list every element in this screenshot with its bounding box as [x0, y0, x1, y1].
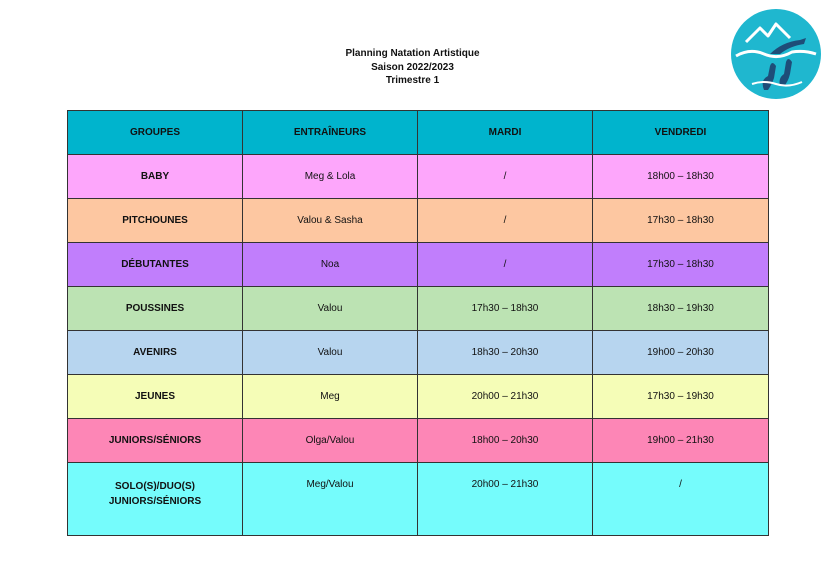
- table-header-row: [68, 111, 769, 155]
- tuesday-cell: 20h00 – 21h30: [418, 463, 593, 536]
- tuesday-cell: 20h00 – 21h30: [418, 375, 593, 419]
- table-row: [68, 419, 769, 463]
- table-row: [68, 331, 769, 375]
- coaches-cell: Meg/Valou: [243, 463, 418, 536]
- friday-cell: /: [593, 463, 769, 536]
- group-cell: [68, 155, 243, 199]
- header-coaches: ENTRAÎNEURS: [243, 111, 418, 155]
- schedule-table: [67, 110, 769, 536]
- table-row: [68, 243, 769, 287]
- group-cell: [68, 287, 243, 331]
- tuesday-cell: /: [418, 199, 593, 243]
- group-name: DÉBUTANTES: [121, 259, 189, 270]
- group-cell: [68, 331, 243, 375]
- header-groups: GROUPES: [68, 111, 243, 155]
- group-name: BABY: [140, 171, 170, 182]
- header-tuesday: MARDI: [418, 111, 593, 155]
- table-row: [68, 463, 769, 536]
- table-row: [68, 199, 769, 243]
- group-name-line-2: JUNIORS/SÉNIORS: [108, 496, 202, 507]
- friday-cell: 18h30 – 19h30: [593, 287, 769, 331]
- coaches-cell: Meg & Lola: [243, 155, 418, 199]
- friday-cell: 19h00 – 21h30: [593, 419, 769, 463]
- friday-cell: 18h00 – 18h30: [593, 155, 769, 199]
- page-header: [0, 47, 825, 88]
- tuesday-cell: 17h30 – 18h30: [418, 287, 593, 331]
- group-cell: [68, 375, 243, 419]
- group-name: POUSSINES: [125, 303, 185, 314]
- coaches-cell: Valou: [243, 287, 418, 331]
- friday-cell: 17h30 – 19h30: [593, 375, 769, 419]
- group-name: JUNIORS/SÉNIORS: [108, 435, 202, 446]
- coaches-cell: Valou & Sasha: [243, 199, 418, 243]
- coaches-cell: Meg: [243, 375, 418, 419]
- group-name: SOLO(S)/DUO(S): [115, 481, 195, 492]
- table-row: [68, 155, 769, 199]
- group-cell: [68, 199, 243, 243]
- coaches-cell: Noa: [243, 243, 418, 287]
- table-row: [68, 287, 769, 331]
- coaches-cell: Olga/Valou: [243, 419, 418, 463]
- document-title: Planning Natation Artistique: [345, 48, 480, 59]
- friday-cell: 17h30 – 18h30: [593, 199, 769, 243]
- friday-cell: 19h00 – 20h30: [593, 331, 769, 375]
- group-cell: [68, 243, 243, 287]
- group-name: PITCHOUNES: [122, 215, 188, 226]
- tuesday-cell: /: [418, 243, 593, 287]
- group-name: AVENIRS: [133, 347, 177, 358]
- tuesday-cell: 18h30 – 20h30: [418, 331, 593, 375]
- group-name: JEUNES: [134, 391, 175, 402]
- header-friday: VENDREDI: [593, 111, 769, 155]
- group-cell: [68, 463, 243, 536]
- tuesday-cell: 18h00 – 20h30: [418, 419, 593, 463]
- synchronized-swimming-logo-icon: [730, 8, 822, 100]
- term-label: Trimestre 1: [385, 75, 440, 86]
- friday-cell: 17h30 – 18h30: [593, 243, 769, 287]
- season-label: Saison 2022/2023: [371, 61, 454, 73]
- coaches-cell: Valou: [243, 331, 418, 375]
- tuesday-cell: /: [418, 155, 593, 199]
- group-cell: [68, 419, 243, 463]
- table-row: [68, 375, 769, 419]
